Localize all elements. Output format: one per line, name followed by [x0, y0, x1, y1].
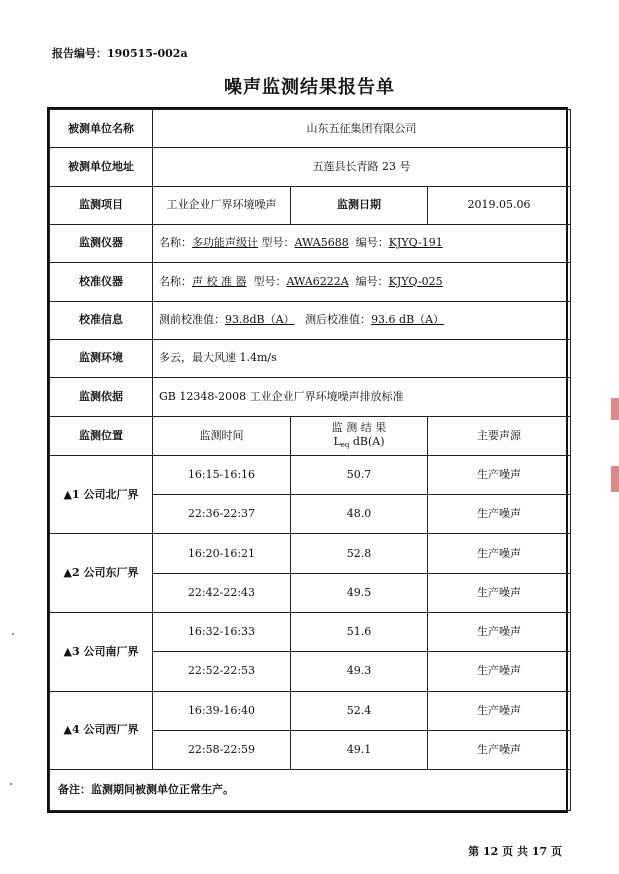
scan-speck — [10, 783, 12, 785]
date-label: 监测日期 — [291, 186, 428, 224]
location-north: ▲1 公司北厂界 — [50, 455, 153, 534]
result-source: 生产噪声 — [428, 652, 571, 691]
page-suffix: 页 — [551, 845, 562, 858]
environment-value: 多云，最大风速 1.4m/s — [153, 339, 571, 377]
instrument-name-prefix: 名称： — [159, 236, 192, 250]
result-source: 生产噪声 — [428, 731, 571, 770]
environment-label: 监测环境 — [50, 339, 153, 377]
row-environment — [50, 339, 571, 377]
unit-address-label: 被测单位地址 — [50, 148, 153, 186]
result-value: 52.8 — [291, 534, 428, 573]
result-value: 49.5 — [291, 573, 428, 612]
instrument-model-prefix: 型号： — [261, 236, 295, 250]
leq-symbol: L — [333, 435, 341, 449]
result-row — [50, 534, 571, 573]
result-value: 52.4 — [291, 691, 428, 730]
pre-calibration-prefix: 测前校准值： — [159, 313, 225, 327]
result-time: 16:32-16:33 — [153, 613, 291, 652]
calibrator-model-prefix: 型号： — [253, 274, 287, 288]
location-east: ▲2 公司东厂界 — [50, 534, 153, 613]
calibrator-serial: KJYQ-025 — [388, 274, 443, 288]
unit-name-value: 山东五征集团有限公司 — [153, 110, 571, 148]
row-project-date — [50, 186, 571, 224]
row-unit-address — [50, 148, 571, 186]
report-table — [47, 107, 568, 813]
result-row — [50, 691, 571, 730]
result-time: 16:39-16:40 — [153, 691, 291, 730]
pre-calibration-value: 93.8dB（A） — [225, 313, 295, 327]
instrument-model: AWA5688 — [294, 236, 349, 250]
post-calibration-prefix: 测后校准值： — [305, 313, 372, 327]
post-calibration-value: 93.6 dB（A） — [371, 313, 445, 327]
result-value: 49.1 — [291, 731, 428, 770]
result-source: 生产噪声 — [428, 455, 571, 494]
basis-label: 监测依据 — [50, 378, 153, 416]
stamp-bleed-mark — [611, 466, 619, 492]
result-row — [50, 613, 571, 652]
instrument-serial-prefix: 编号： — [355, 236, 389, 250]
leq-subscript: eq — [340, 441, 350, 450]
result-time: 22:42-22:43 — [153, 573, 291, 612]
calibrator-name: 声 校 准 器 — [192, 274, 247, 288]
result-header-title: 监 测 结 果 — [331, 420, 387, 434]
report-number — [52, 45, 188, 61]
page-number — [468, 843, 562, 859]
calibration-info-label: 校准信息 — [50, 301, 153, 339]
result-source: 生产噪声 — [428, 691, 571, 730]
result-source: 生产噪声 — [428, 495, 571, 534]
project-label: 监测项目 — [50, 186, 153, 224]
calibrator-value — [153, 263, 571, 301]
date-value: 2019.05.06 — [428, 186, 571, 224]
location-south: ▲3 公司南厂界 — [50, 613, 153, 692]
result-source: 生产噪声 — [428, 613, 571, 652]
report-number-value: 190515-002a — [107, 47, 188, 60]
remark: 备注：监测期间被测单位正常生产。 — [50, 770, 571, 811]
unit-address-value: 五莲县长青路 23 号 — [153, 148, 571, 186]
row-instrument — [50, 224, 571, 262]
document-title: 噪声监测结果报告单 — [224, 77, 395, 98]
instrument-serial: KJYQ-191 — [388, 236, 443, 250]
unit-name-label: 被测单位名称 — [50, 110, 153, 148]
results-header-row — [50, 416, 571, 455]
result-value: 50.7 — [291, 455, 428, 494]
result-source: 生产噪声 — [428, 573, 571, 612]
row-remark — [50, 770, 571, 811]
result-value: 48.0 — [291, 495, 428, 534]
result-header — [291, 416, 428, 455]
row-basis — [50, 378, 571, 416]
calibration-info-value — [153, 301, 571, 339]
calibrator-model: AWA6222A — [286, 274, 349, 288]
row-unit-name — [50, 110, 571, 148]
result-time: 22:58-22:59 — [153, 731, 291, 770]
calibrator-serial-prefix: 编号： — [355, 274, 389, 288]
location-west: ▲4 公司西厂界 — [50, 691, 153, 770]
page-mid: 页 共 — [502, 845, 528, 858]
page-total: 17 — [531, 845, 548, 858]
result-time: 16:15-16:16 — [153, 455, 291, 494]
location-header: 监测位置 — [50, 416, 153, 455]
page-current: 12 — [483, 845, 499, 858]
instrument-label: 监测仪器 — [50, 224, 153, 262]
result-value: 49.3 — [291, 652, 428, 691]
leq-unit: dB(A) — [349, 435, 385, 449]
result-source: 生产噪声 — [428, 534, 571, 573]
time-header: 监测时间 — [153, 416, 291, 455]
stamp-bleed-mark — [611, 398, 619, 420]
result-row — [50, 455, 571, 494]
page-prefix: 第 — [468, 845, 480, 858]
row-calibrator — [50, 263, 571, 301]
result-header-unit — [297, 435, 421, 450]
scan-speck — [12, 633, 14, 635]
project-value: 工业企业厂界环境噪声 — [153, 186, 291, 224]
result-time: 22:52-22:53 — [153, 652, 291, 691]
calibrator-label: 校准仪器 — [50, 263, 153, 301]
row-calibration-info — [50, 301, 571, 339]
calibrator-name-prefix: 名称： — [159, 274, 192, 288]
result-time: 16:20-16:21 — [153, 534, 291, 573]
instrument-name: 多功能声级计 — [192, 236, 258, 250]
basis-value: GB 12348-2008 工业企业厂界环境噪声排放标准 — [153, 378, 571, 416]
source-header: 主要声源 — [428, 416, 571, 455]
result-value: 51.6 — [291, 613, 428, 652]
instrument-value — [153, 224, 571, 262]
result-time: 22:36-22:37 — [153, 495, 291, 534]
report-number-label: 报告编号： — [52, 47, 107, 60]
